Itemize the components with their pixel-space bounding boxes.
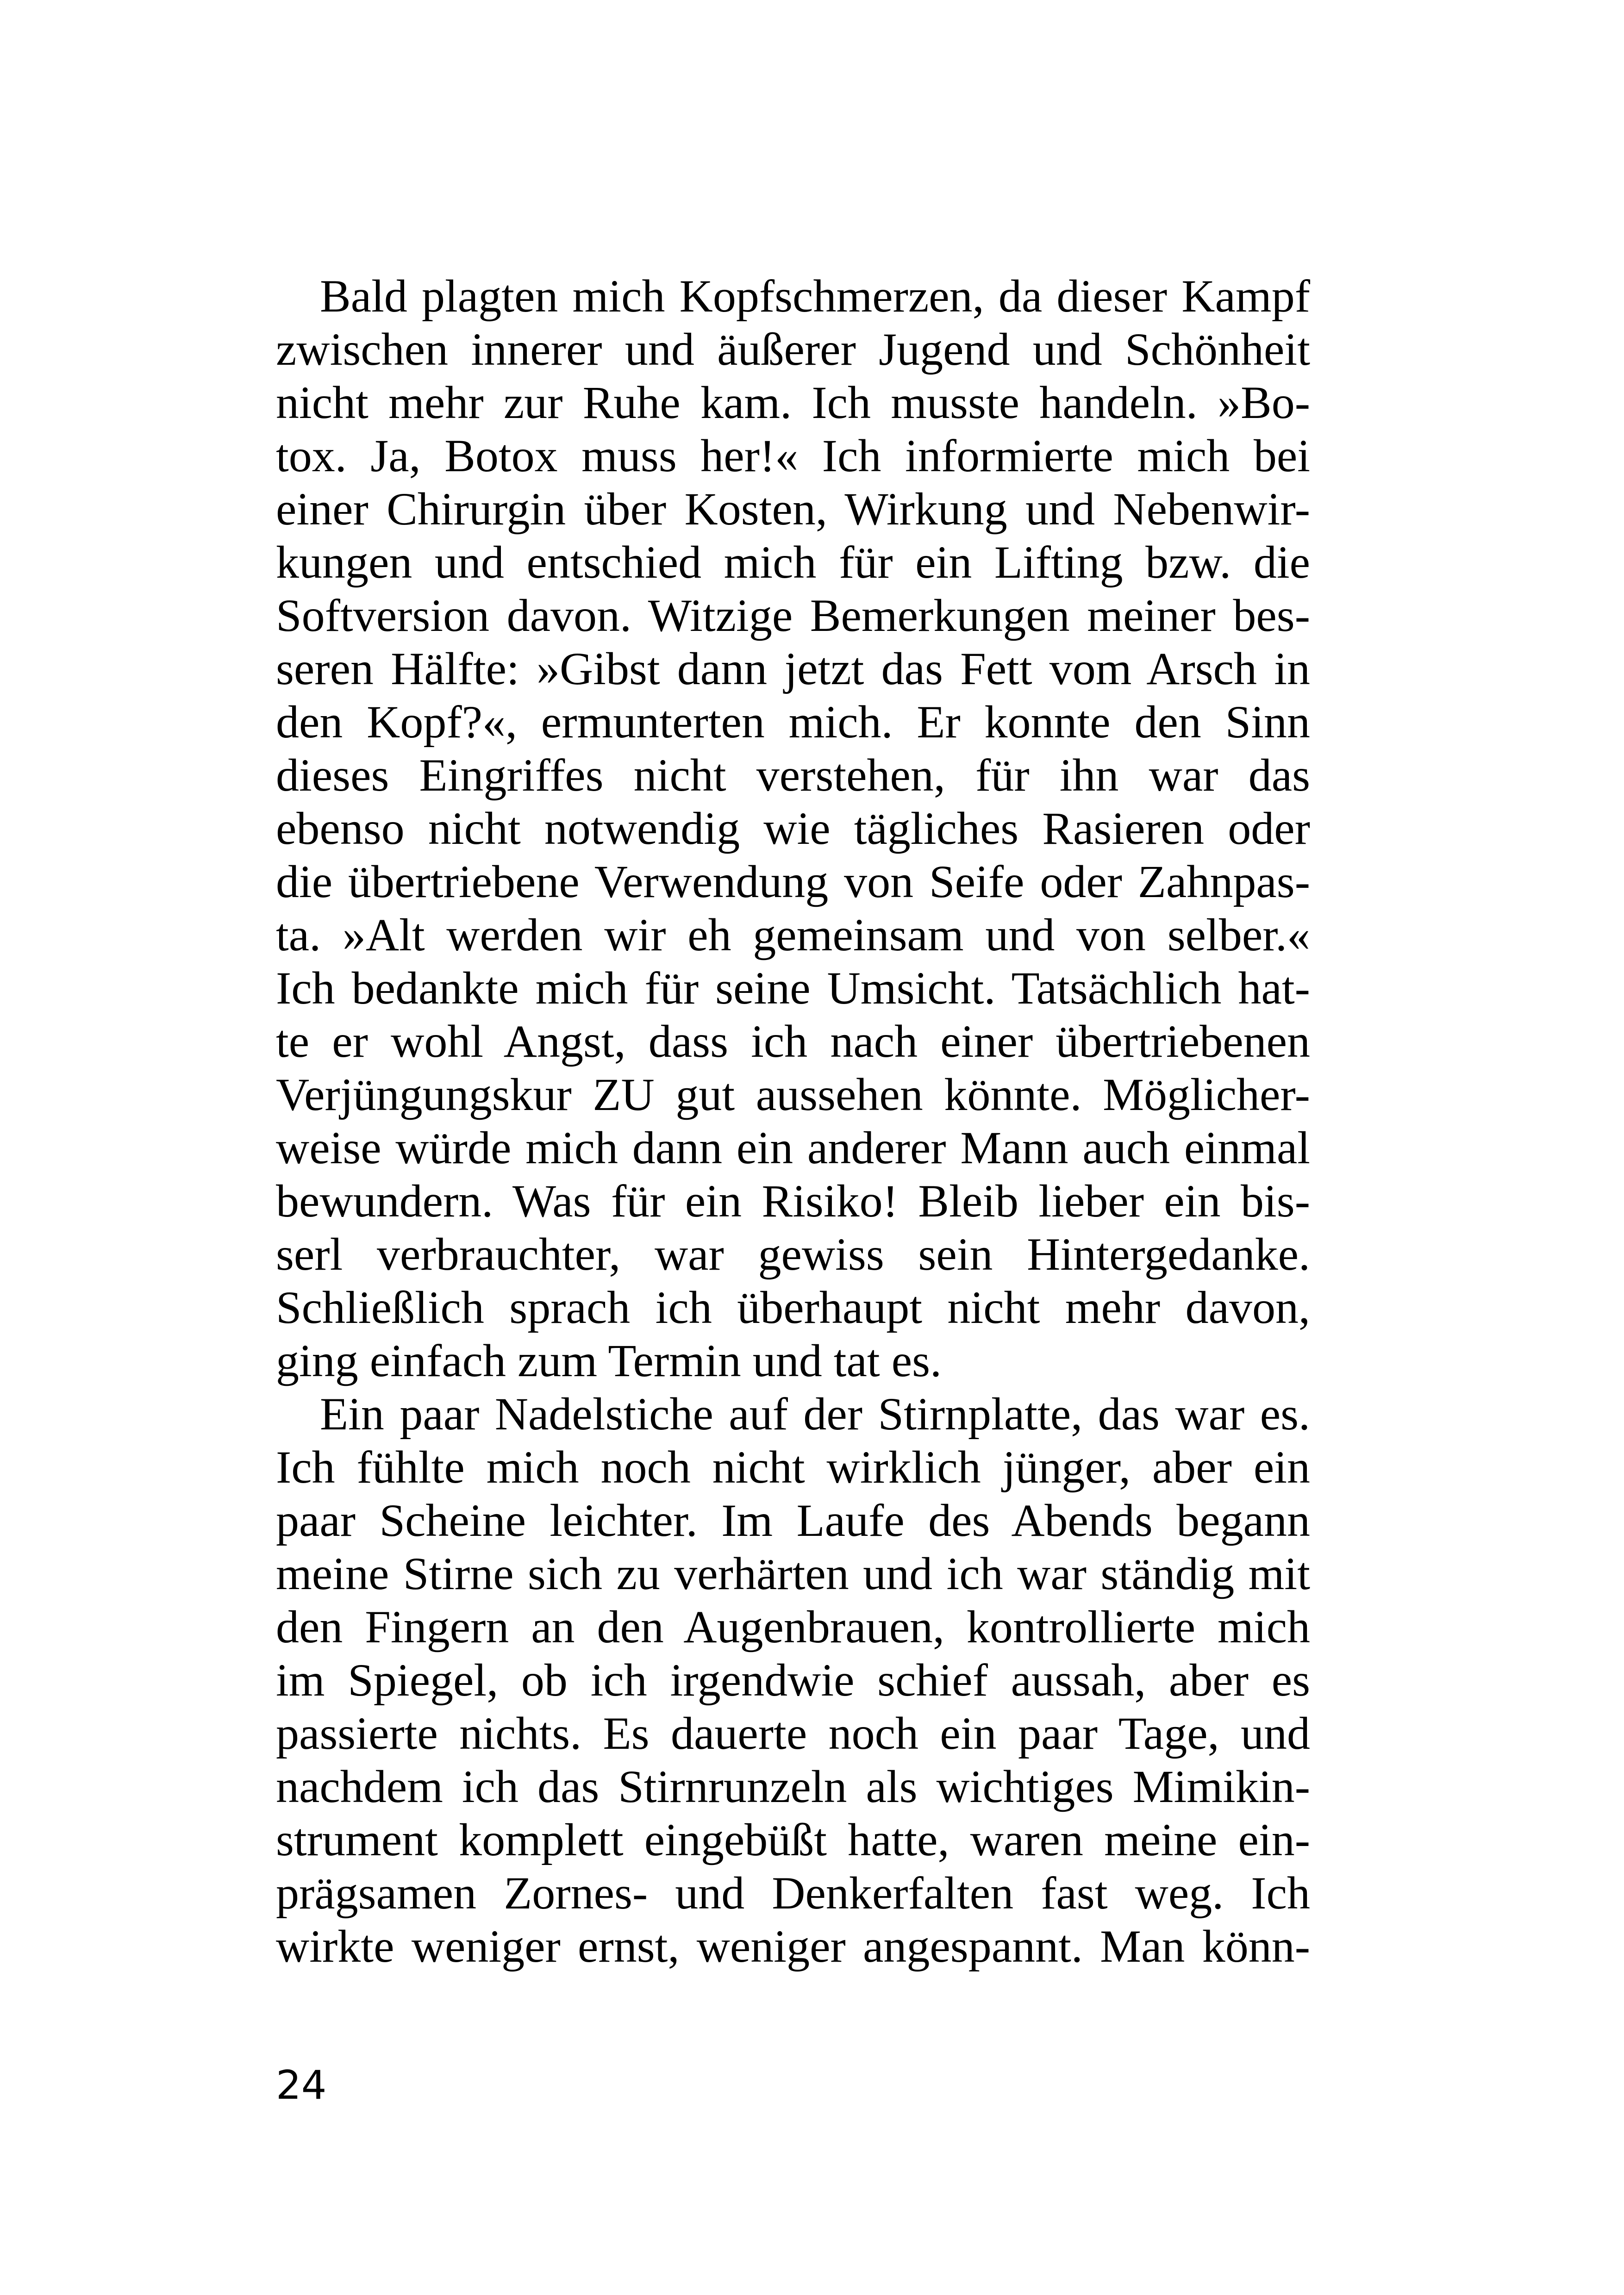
text-line: serl verbrauchter, war gewiss sein Hintergedanke. xyxy=(276,1229,1310,1280)
text-line: Bald plagten mich Kopfschmerzen, da dieser Kampf xyxy=(320,270,1310,322)
text-line: wirkte weniger ernst, weniger angespannt. Man könn- xyxy=(276,1921,1310,1972)
text-line: passierte nichts. Es dauerte noch ein paar Tage, und xyxy=(276,1708,1310,1759)
text-line: Ich fühlte mich noch nicht wirklich jünger, aber ein xyxy=(276,1441,1310,1493)
text-line: bewundern. Was für ein Risiko! Bleib lieber ein bis- xyxy=(276,1175,1310,1227)
text-line: weise würde mich dann ein anderer Mann auch einmal xyxy=(276,1122,1310,1173)
text-line: ebenso nicht notwendig wie tägliches Rasieren oder xyxy=(276,803,1310,854)
text-line: Softversion davon. Witzige Bemerkungen meiner bes- xyxy=(276,590,1310,641)
page-number: 24 xyxy=(276,2062,327,2108)
text-line: nachdem ich das Stirnrunzeln als wichtiges Mimikin- xyxy=(276,1761,1310,1812)
text-line: prägsamen Zornes- und Denkerfalten fast weg. Ich xyxy=(276,1867,1310,1919)
text-line: te er wohl Angst, dass ich nach einer übertriebenen xyxy=(276,1016,1310,1067)
text-line: einer Chirurgin über Kosten, Wirkung und Nebenwir- xyxy=(276,483,1310,535)
text-line: Ein paar Nadelstiche auf der Stirnplatte, das war es. xyxy=(320,1388,1310,1440)
text-line: strument komplett eingebüßt hatte, waren meine ein- xyxy=(276,1814,1310,1865)
text-line: tox. Ja, Botox muss her!« Ich informierte mich bei xyxy=(276,430,1310,481)
text-line: den Fingern an den Augenbrauen, kontrollierte mich xyxy=(276,1601,1310,1653)
text-line: den Kopf?«, ermunterten mich. Er konnte den Sinn xyxy=(276,696,1310,748)
text-line: Verjüngungskur ZU gut aussehen könnte. Möglicher- xyxy=(276,1069,1310,1120)
text-line: paar Scheine leichter. Im Laufe des Abends begann xyxy=(276,1495,1310,1546)
text-line: ta. »Alt werden wir eh gemeinsam und von selber.« xyxy=(276,909,1310,960)
text-line: kungen und entschied mich für ein Lifting bzw. die xyxy=(276,536,1310,588)
text-line: die übertriebene Verwendung von Seife oder Zahnpas- xyxy=(276,856,1310,907)
text-line: nicht mehr zur Ruhe kam. Ich musste handeln. »Bo- xyxy=(276,377,1310,428)
text-line: Ich bedankte mich für seine Umsicht. Tatsächlich hat- xyxy=(276,962,1310,1014)
text-line: zwischen innerer und äußerer Jugend und Schönheit xyxy=(276,324,1310,375)
text-line: meine Stirne sich zu verhärten und ich war ständig mit xyxy=(276,1548,1310,1599)
text-line: seren Hälfte: »Gibst dann jetzt das Fett vom Arsch in xyxy=(276,643,1310,694)
text-line: dieses Eingriffes nicht verstehen, für ihn war das xyxy=(276,749,1310,801)
text-line: im Spiegel, ob ich irgendwie schief aussah, aber es xyxy=(276,1654,1310,1706)
text-line: Schließlich sprach ich überhaupt nicht mehr davon, xyxy=(276,1282,1310,1333)
body-text xyxy=(276,269,1310,1973)
text-line: ging einfach zum Termin und tat es. xyxy=(276,1335,942,1386)
